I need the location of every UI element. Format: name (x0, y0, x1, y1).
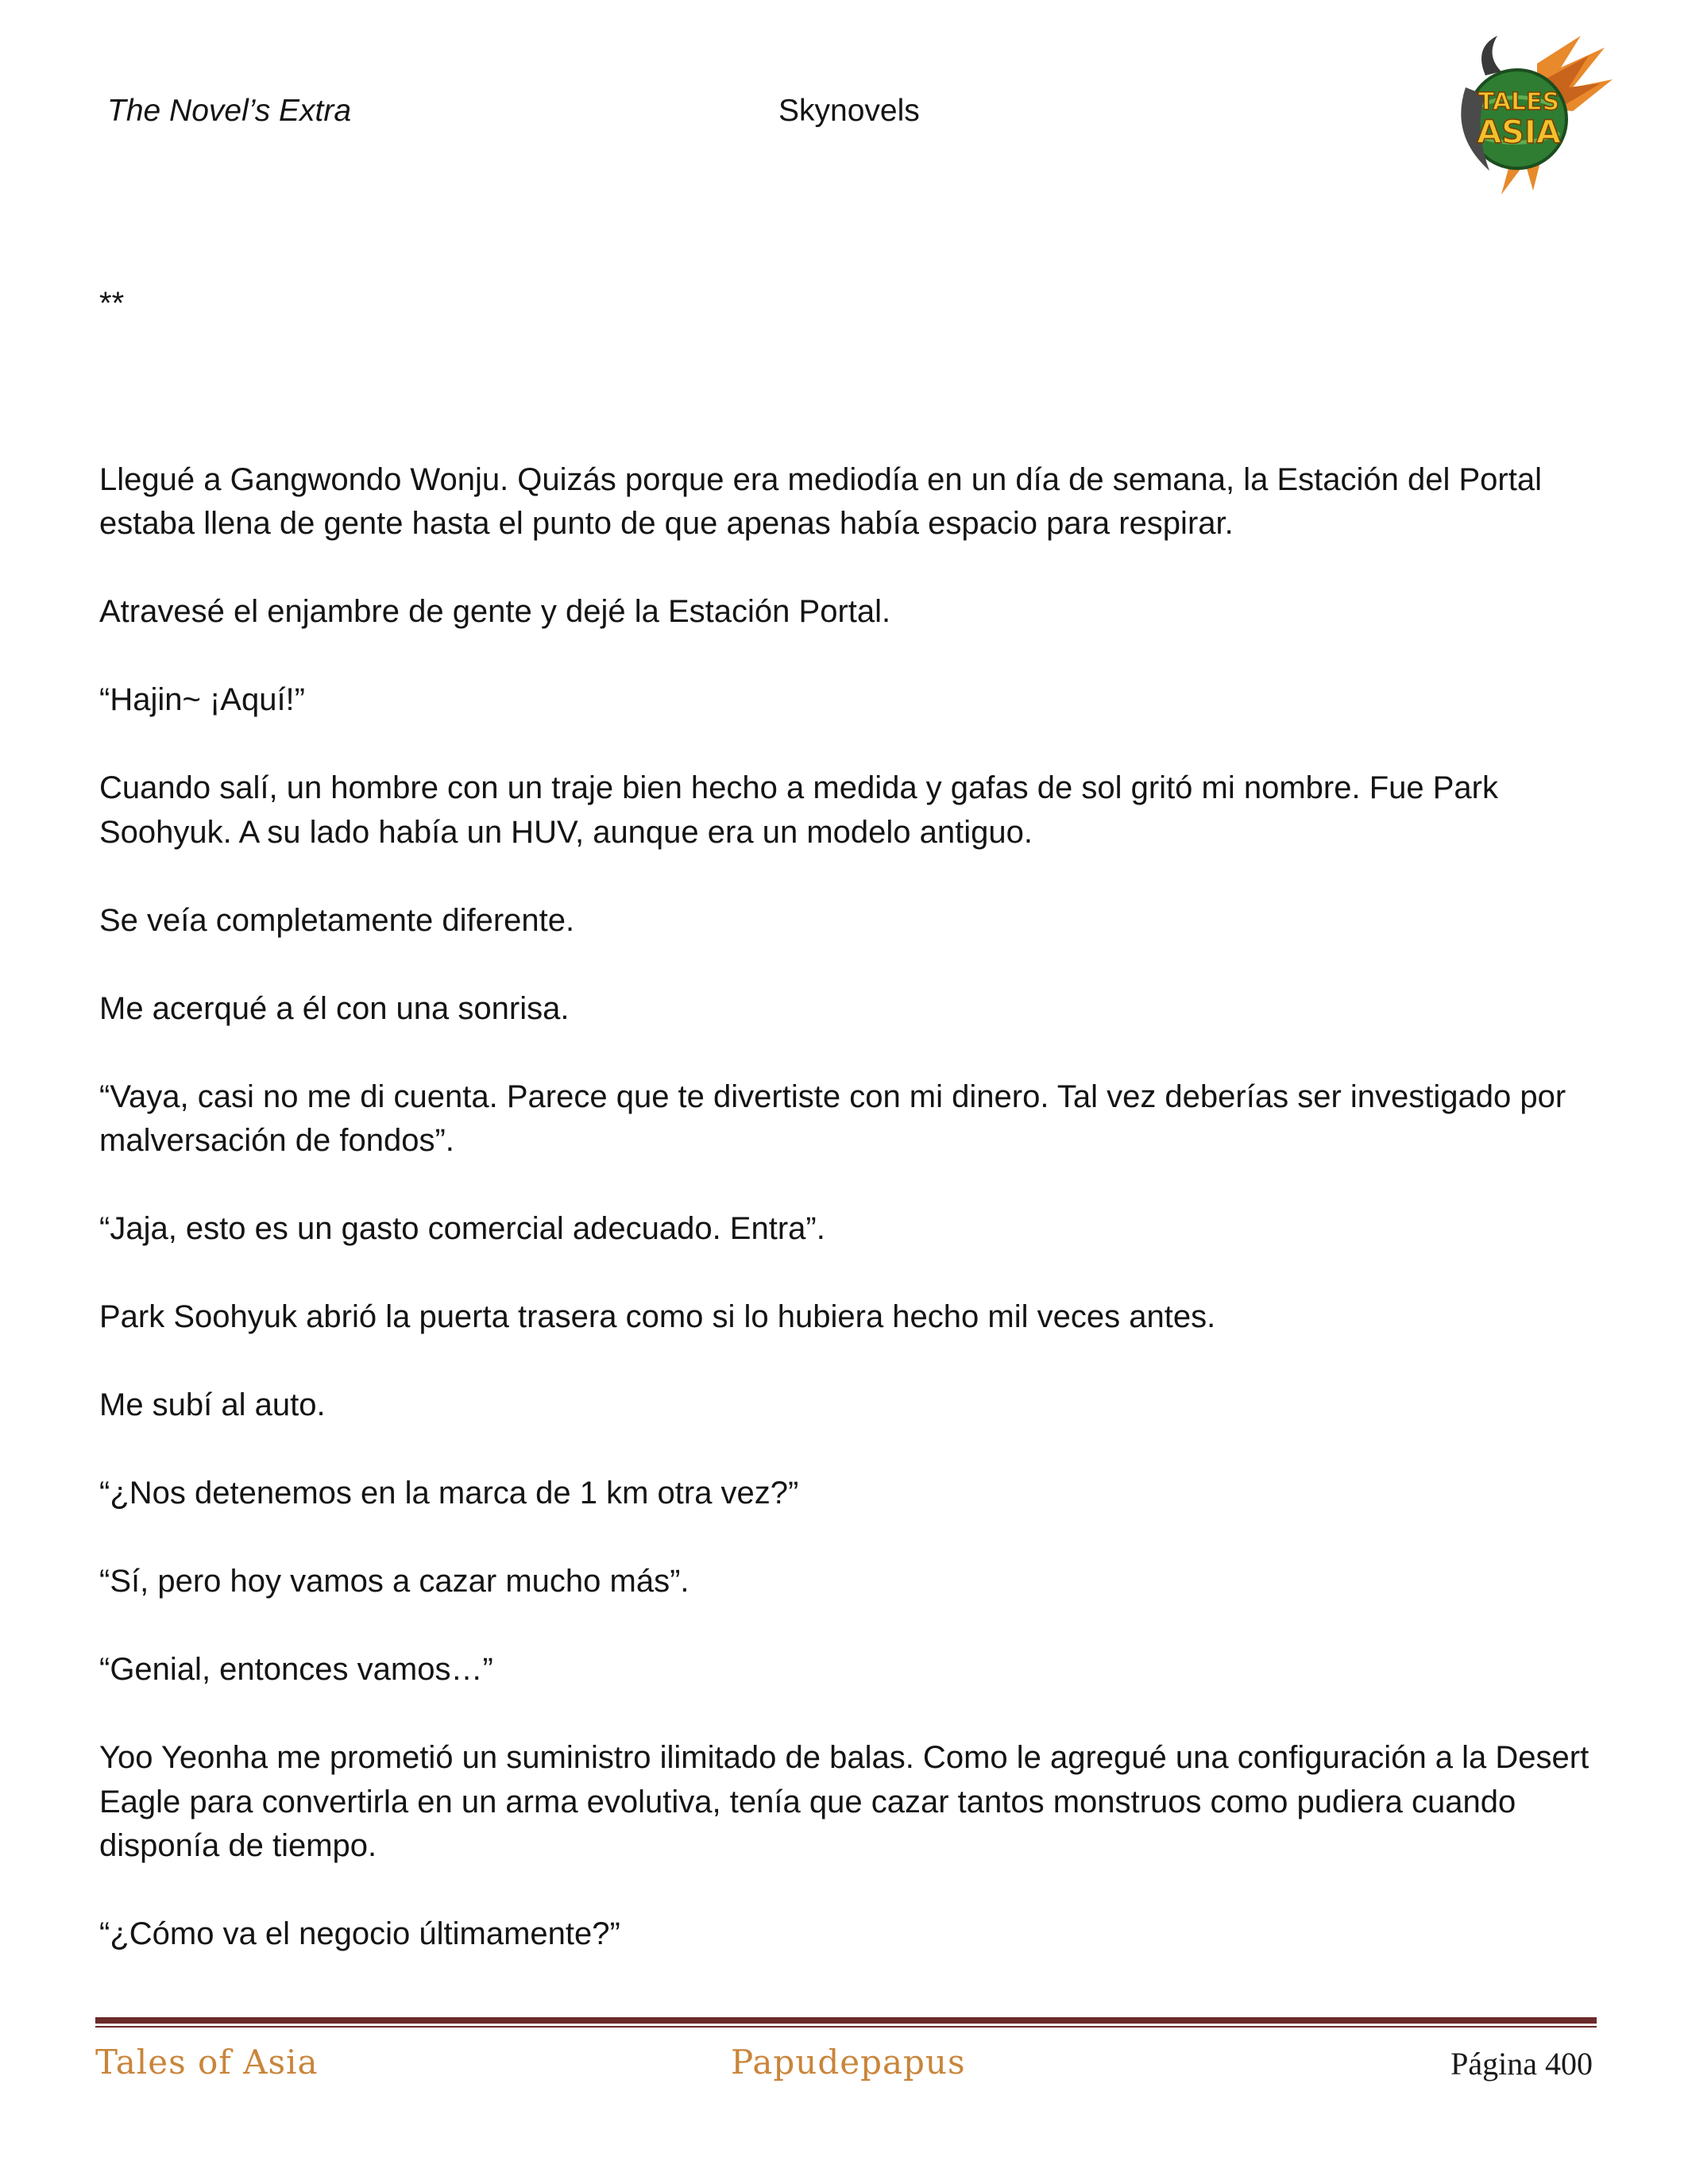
tales-of-asia-logo (1442, 32, 1617, 199)
logo-text-tales: TALES (1477, 88, 1560, 116)
header-title: The Novel’s Extra (107, 94, 352, 128)
footer-divider (95, 2017, 1597, 2028)
paragraph: Yoo Yeonha me prometió un suministro ilimitado de balas. Como le agregué una configuración a la Desert Eagle para convertirla en un arma evolutiva, tenía que cazar tantos monstruos como pudiera cuando disponía de tiempo. (99, 1740, 1590, 1863)
chapter-body (99, 282, 1593, 2001)
paragraph: Me subí al auto. (99, 1387, 326, 1422)
paragraph: “¿Nos detenemos en la marca de 1 km otra vez?” (99, 1476, 799, 1511)
header-site: Skynovels (778, 94, 920, 128)
footer-translator: Papudepapus (731, 2043, 966, 2082)
paragraph: Me acerqué a él con una sonrisa. (99, 990, 570, 1026)
paragraph: “Jaja, esto es un gasto comercial adecuado. Entra”. (99, 1211, 825, 1246)
paragraph: Park Soohyuk abrió la puerta trasera como si lo hubiera hecho mil veces antes. (99, 1299, 1216, 1334)
paragraph: “¿Cómo va el negocio últimamente?” (99, 1916, 620, 1951)
paragraph: Cuando salí, un hombre con un traje bien hecho a medida y gafas de sol gritó mi nombre. Fue Park Soohyuk. A su lado había un HUV, aunque era un modelo antiguo. (99, 770, 1498, 850)
logo-text-asia: ASIA (1477, 114, 1561, 151)
paragraph: “Sí, pero hoy vamos a cazar mucho más”. (99, 1564, 689, 1599)
paragraph: “Genial, entonces vamos…” (99, 1652, 493, 1687)
paragraph: Atravesé el enjambre de gente y dejé la Estación Portal. (99, 594, 891, 629)
scene-separator: ** (99, 286, 125, 321)
footer-publisher: Tales of Asia (95, 2043, 319, 2082)
paragraph: Llegué a Gangwondo Wonju. Quizás porque era mediodía en un día de semana, la Estación del Portal estaba llena de gente hasta el punto de que apenas había espacio para respirar. (99, 461, 1542, 541)
paragraph: Se veía completamente diferente. (99, 902, 575, 938)
paragraph: “Vaya, casi no me di cuenta. Parece que te divertiste con mi dinero. Tal vez deberías ser investigado por malversación de fondos”. (99, 1078, 1566, 1158)
page-number: Página 400 (1450, 2046, 1593, 2082)
paragraph: “Hajin~ ¡Aquí!” (99, 682, 305, 717)
